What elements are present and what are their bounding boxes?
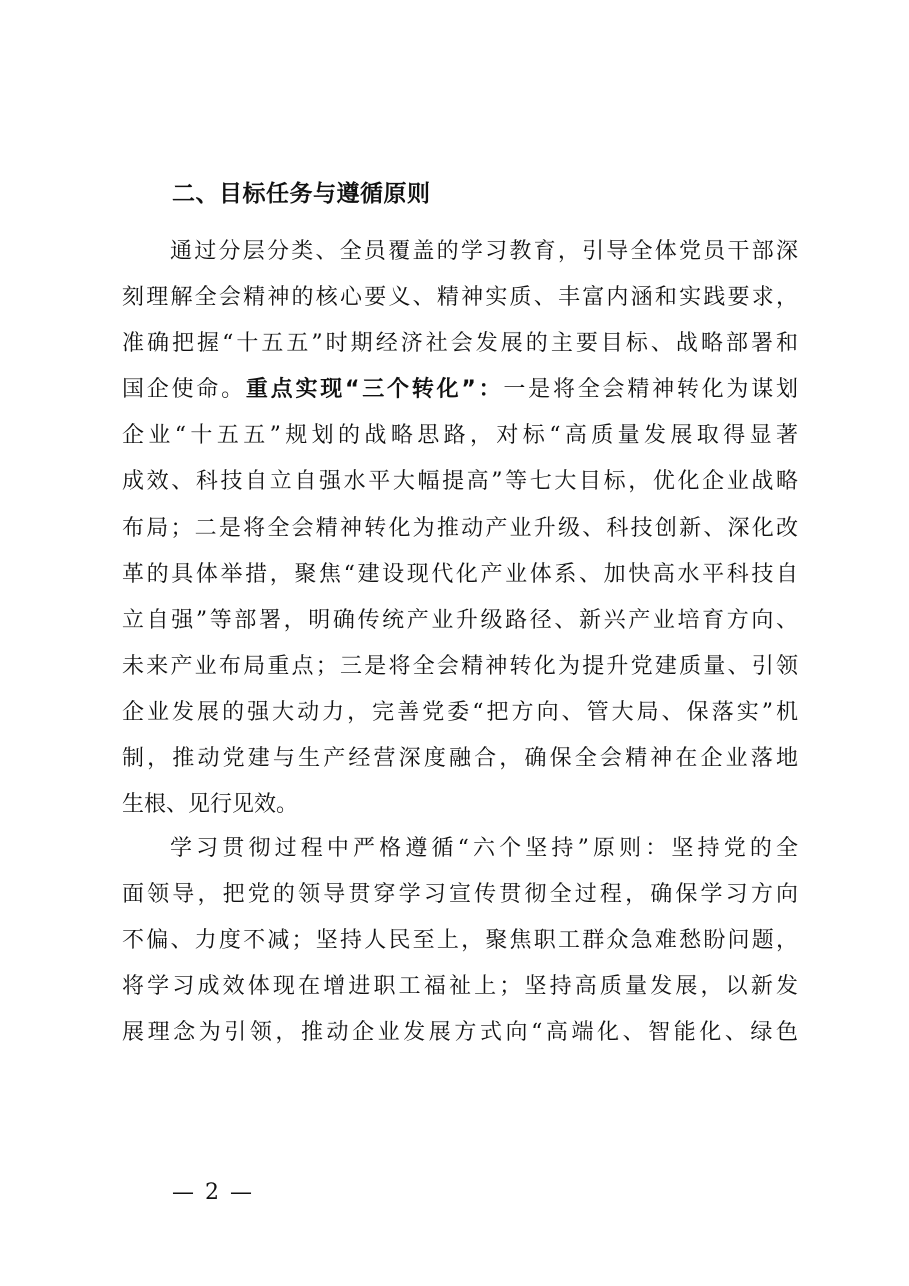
paragraph-line: 布局；二是将全会精神转化为推动产业升级、科技创新、深化改 xyxy=(122,515,798,541)
paragraph-line-with-emphasis xyxy=(122,367,798,413)
paragraph-line: 将学习成效体现在增进职工福祉上；坚持高质量发展，以新发 xyxy=(122,974,798,1000)
paragraph-text: 国企使命。 xyxy=(122,377,246,403)
paragraph-line: 企业“十五五”规划的战略思路，对标“高质量发展取得显著 xyxy=(122,423,798,449)
paragraph-line: 企业发展的强大动力，完善党委“把方向、管大局、保落实”机 xyxy=(122,699,798,725)
paragraph-goals xyxy=(122,229,798,828)
paragraph-line: 展理念为引领，推动企业发展方式向“高端化、智能化、绿色 xyxy=(122,1020,798,1046)
paragraph-line: 刻理解全会精神的核心要义、精神实质、丰富内涵和实践要求， xyxy=(122,285,798,311)
paragraph-line: 成效、科技自立自强水平大幅提高”等七大目标，优化企业战略 xyxy=(122,469,798,495)
paragraph-line: 准确把握“十五五”时期经济社会发展的主要目标、战略部署和 xyxy=(122,331,798,357)
paragraph-line: 未来产业布局重点；三是将全会精神转化为提升党建质量、引领 xyxy=(122,653,798,679)
bold-emphasis: 重点实现“三个转化”： xyxy=(245,377,504,403)
paragraph-line: 制，推动党建与生产经营深度融合，确保全会精神在企业落地 xyxy=(122,746,798,772)
paragraph-line: 生根、见行见效。 xyxy=(122,792,299,818)
paragraph-line: 面领导，把党的领导贯穿学习宣传贯彻全过程，确保学习方向 xyxy=(122,882,798,908)
paragraph-line: 不偏、力度不减；坚持人民至上，聚焦职工群众急难愁盼问题， xyxy=(122,928,798,954)
paragraph-line: 革的具体举措，聚焦“建设现代化产业体系、加快高水平科技自 xyxy=(122,561,798,587)
paragraph-principles xyxy=(122,826,798,1056)
paragraph-line: 立自强”等部署，明确传统产业升级路径、新兴产业培育方向、 xyxy=(122,607,798,633)
paragraph-text: 一是将全会精神转化为谋划 xyxy=(503,377,798,403)
page-number: — 2 — xyxy=(172,1180,254,1205)
paragraph-line: 学习贯彻过程中严格遵循“六个坚持”原则：坚持党的全 xyxy=(170,836,798,861)
paragraph-line: 通过分层分类、全员覆盖的学习教育，引导全体党员干部深 xyxy=(170,239,798,264)
section-heading: 二、目标任务与遵循原则 xyxy=(172,181,431,207)
